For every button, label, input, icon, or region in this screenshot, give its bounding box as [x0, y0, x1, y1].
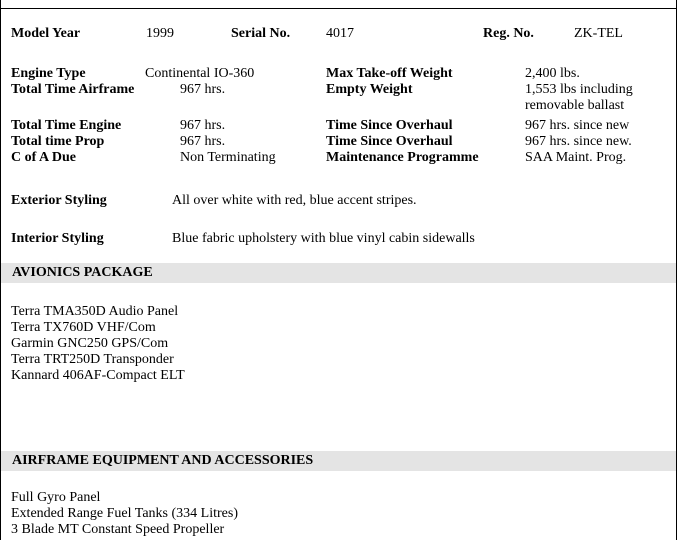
tt-airframe-label: Total Time Airframe [11, 82, 135, 97]
list-item: Terra TX760D VHF/Com [11, 320, 156, 335]
list-item: Full Gyro Panel [11, 490, 101, 505]
mtow-label: Max Take-off Weight [326, 66, 453, 81]
interior-label: Interior Styling [11, 231, 104, 246]
exterior-label: Exterior Styling [11, 193, 107, 208]
airframe-list [11, 490, 238, 538]
list-item: 3 Blade MT Constant Speed Propeller [11, 522, 225, 537]
exterior-value: All over white with red, blue accent stripes. [172, 193, 417, 208]
avionics-list [11, 304, 185, 384]
tt-engine-label: Total Time Engine [11, 118, 122, 133]
reg-label: Reg. No. [483, 26, 534, 41]
coa-value: Non Terminating [180, 150, 276, 165]
list-item: Garmin GNC250 GPS/Com [11, 336, 169, 351]
empty-weight-value: 1,553 lbs including removable ballast [525, 82, 633, 113]
mtow-value: 2,400 lbs. [525, 66, 580, 81]
top-rule [0, 8, 677, 9]
avionics-header [1, 263, 676, 283]
model-year-label: Model Year [11, 26, 81, 41]
maint-value: SAA Maint. Prog. [525, 150, 627, 165]
model-year-value: 1999 [146, 26, 174, 41]
airframe-title: AIRFRAME EQUIPMENT AND ACCESSORIES [12, 453, 314, 468]
empty-weight-label: Empty Weight [326, 82, 413, 97]
maint-label: Maintenance Programme [326, 150, 479, 165]
serial-label: Serial No. [231, 26, 291, 41]
tt-engine-value: 967 hrs. [180, 118, 226, 133]
list-item: Extended Range Fuel Tanks (334 Litres) [11, 506, 238, 521]
engine-type-label: Engine Type [11, 66, 86, 81]
coa-label: C of A Due [11, 150, 76, 165]
tt-prop-value: 967 hrs. [180, 134, 226, 149]
tt-prop-label: Total time Prop [11, 134, 105, 149]
serial-value: 4017 [326, 26, 354, 41]
reg-value: ZK-TEL [574, 26, 623, 41]
engine-type-value: Continental IO-360 [145, 66, 255, 81]
list-item: Terra TMA350D Audio Panel [11, 304, 179, 319]
airframe-header [1, 451, 676, 471]
tso-engine-value: 967 hrs. since new [525, 118, 630, 133]
tso-prop-value: 967 hrs. since new. [525, 134, 632, 149]
list-item: Kannard 406AF-Compact ELT [11, 368, 185, 383]
avionics-title: AVIONICS PACKAGE [12, 265, 153, 280]
tso-prop-label: Time Since Overhaul [326, 134, 453, 149]
tso-engine-label: Time Since Overhaul [326, 118, 453, 133]
list-item: Terra TRT250D Transponder [11, 352, 174, 367]
tt-airframe-value: 967 hrs. [180, 82, 226, 97]
interior-value: Blue fabric upholstery with blue vinyl cabin sidewalls [172, 231, 475, 246]
